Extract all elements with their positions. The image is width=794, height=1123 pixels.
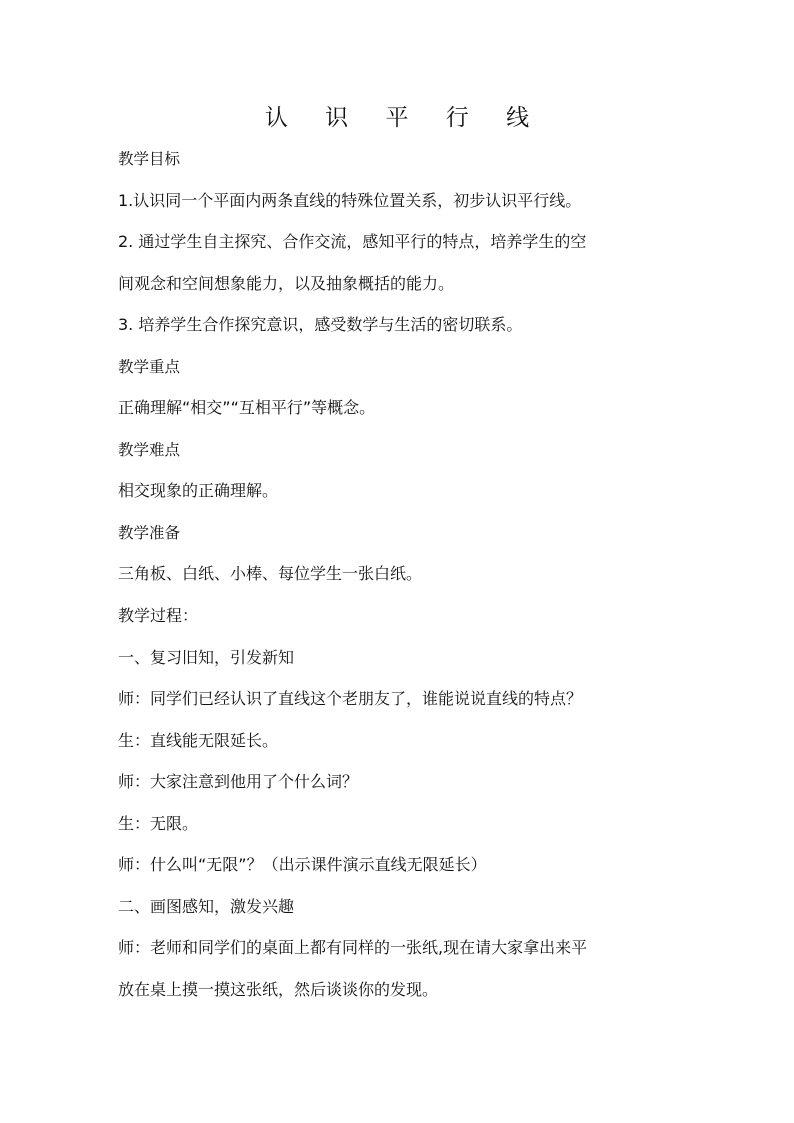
dialogue-line-continued: 放在桌上摸一摸这张纸，然后谈谈你的发现。: [118, 979, 439, 999]
objective-item-2-continued: 间观念和空间想象能力，以及抽象概括的能力。: [118, 273, 455, 293]
document-body: [118, 145, 678, 1017]
preparation-text: 三角板、白纸、小棒、每位学生一张白纸。: [118, 564, 423, 584]
objective-item-3: 3. 培养学生合作探究意识，感受数学与生活的密切联系。: [118, 315, 523, 335]
dialogue-line: 师：什么叫“无限”？（出示课件演示直线无限延长）: [118, 855, 487, 875]
key-points-text: 正确理解“相交”“互相平行”等概念。: [118, 398, 376, 418]
objective-item-1: 1.认识同一个平面内两条直线的特殊位置关系，初步认识平行线。: [118, 190, 582, 210]
process-part-2-heading: 二、画图感知，激发兴趣: [118, 896, 295, 916]
dialogue-line: 师：老师和同学们的桌面上都有同样的一张纸,现在请大家拿出来平: [118, 938, 588, 958]
objective-item-2: 2. 通过学生自主探究、合作交流，感知平行的特点，培养学生的空: [118, 232, 587, 252]
dialogue-line: 生：直线能无限延长。: [118, 730, 279, 750]
dialogue-line: 师：大家注意到他用了个什么词？: [118, 772, 359, 792]
section-heading-process: 教学过程：: [118, 606, 199, 626]
section-heading-key-points: 教学重点: [118, 357, 181, 376]
difficulties-text: 相交现象的正确理解。: [118, 481, 279, 501]
process-part-1-heading: 一、复习旧知，引发新知: [118, 647, 295, 667]
dialogue-line: 师：同学们已经认识了直线这个老朋友了，谁能说说直线的特点？: [118, 689, 583, 709]
document-title: 认 识 平 行 线: [264, 105, 545, 131]
dialogue-line: 生：无限。: [118, 813, 199, 833]
section-heading-objectives: 教学目标: [118, 150, 181, 168]
section-heading-preparation: 教学准备: [118, 523, 181, 542]
section-heading-difficulties: 教学难点: [118, 440, 181, 459]
